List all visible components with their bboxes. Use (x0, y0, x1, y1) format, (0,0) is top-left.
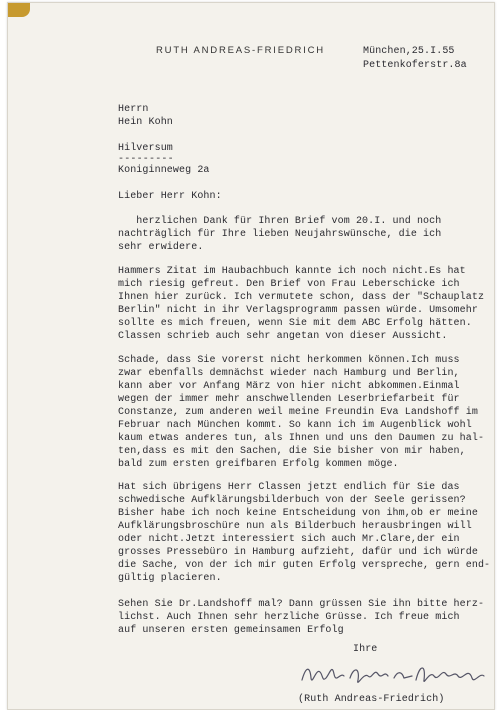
closing: Ihre (353, 644, 378, 655)
paragraph-4-line-3: Bisher habe ich noch keine Entscheidung von ihm,ob er meine (118, 508, 478, 519)
salutation: Lieber Herr Kohn: (118, 191, 222, 202)
paragraph-3-line-8: ten,dass es mit den Sachen, die Sie bisher von mir haben, (118, 446, 466, 457)
paragraph-3-line-5: Constanze, zum anderen weil meine Freundin Eva Landshoff im (118, 407, 478, 418)
paragraph-4-line-7: die Sache, von der ich mir guten Erfolg verspreche, gern end- (118, 560, 491, 571)
paragraph-3-line-3: kann aber vor Anfang März von hier nicht abkommen.Einmal (118, 381, 460, 392)
paragraph-3-line-2: zwar ebenfalls demnächst wieder nach Hamburg und Berlin, (118, 368, 460, 379)
paragraph-2-line-1: Hammers Zitat im Haubachbuch kannte ich noch nicht.Es hat (118, 266, 466, 277)
paragraph-3-line-7: kaum etwas anderes tun, als Ihnen und uns den Daumen zu hal- (118, 433, 485, 444)
paragraph-3-line-6: Februar nach München kommt. So kann ich im Augenblick wohl (118, 420, 472, 431)
paragraph-4-line-8: gültig placieren. (118, 573, 222, 584)
letter-page (7, 2, 495, 710)
paragraph-3-line-4: wegen der immer mehr anschwellenden Leserbriefarbeit für (118, 394, 460, 405)
recipient-city: Hilversum (118, 143, 173, 154)
paragraph-1-line-2: nachträglich für Ihre lieben Neujahrswünsche, die ich (118, 229, 442, 240)
paragraph-5-line-1: Sehen Sie Dr.Landshoff mal? Dann grüssen Sie ihn bitte herz- (118, 599, 485, 610)
paragraph-4-line-4: Aufklärungsbroschüre nun als Bilderbuch herausbringen will (118, 521, 472, 532)
paragraph-3-line-1: Schade, dass Sie vorerst nicht herkommen können.Ich muss (118, 355, 460, 366)
paragraph-2-line-6: Classen schrieb auch sehr angetan von dieser Aussicht. (118, 331, 448, 342)
typed-name: (Ruth Andreas-Friedrich) (298, 694, 445, 705)
recipient-separator: --------- (118, 154, 174, 165)
paragraph-2-line-3: Ihnen hier zurück. Ich vermutete schon, dass der "Schauplatz (118, 292, 485, 303)
street-address: Pettenkoferstr.8a (363, 60, 467, 71)
paragraph-2-line-2: mich riesig gefreut. Den Brief von Frau Leberschicke ich (118, 279, 460, 290)
paragraph-1-line-3: sehr erwidere. (118, 242, 204, 253)
paragraph-1-line-1: herzlichen Dank für Ihren Brief vom 20.I. und noch (118, 216, 442, 227)
recipient-address: Koniginneweg 2a (118, 165, 210, 176)
recipient-line2: Hein Kohn (118, 117, 173, 128)
paragraph-4-line-6: grosses Pressebüro in Hamburg aufzieht, dafür und ich würde (118, 547, 478, 558)
recipient-line1: Herrn (118, 104, 149, 115)
paragraph-4-line-5: oder nicht.Jetzt interessiert sich auch Mr.Clare,der ein (118, 534, 460, 545)
paragraph-2-line-4: Berlin" nicht in ihr Verlagsprogramm passen würde. Umsomehr (118, 305, 478, 316)
paragraph-3-line-9: bald zum ersten greifbaren Erfolg kommen möge. (118, 459, 399, 470)
paragraph-4-line-1: Hat sich übrigens Herr Classen jetzt endlich für Sie das (118, 482, 460, 493)
letterhead: RUTH ANDREAS-FRIEDRICH (156, 45, 325, 56)
paragraph-2-line-5: sollte es mich freuen, wenn Sie mit dem ABC Erfolg hätten. (118, 318, 472, 329)
paragraph-4-line-2: schwedische Aufklärungsbilderbuch von der Seele gerissen? (118, 495, 466, 506)
paper-clip-tab (8, 3, 30, 17)
place-date: München,25.I.55 (363, 46, 455, 57)
handwritten-signature (298, 658, 488, 690)
paragraph-5-line-3: auf unseren ersten gemeinsamen Erfolg (118, 625, 344, 636)
paragraph-5-line-2: lichst. Auch Ihnen sehr herzliche Grüsse. Ich freue mich (118, 612, 460, 623)
